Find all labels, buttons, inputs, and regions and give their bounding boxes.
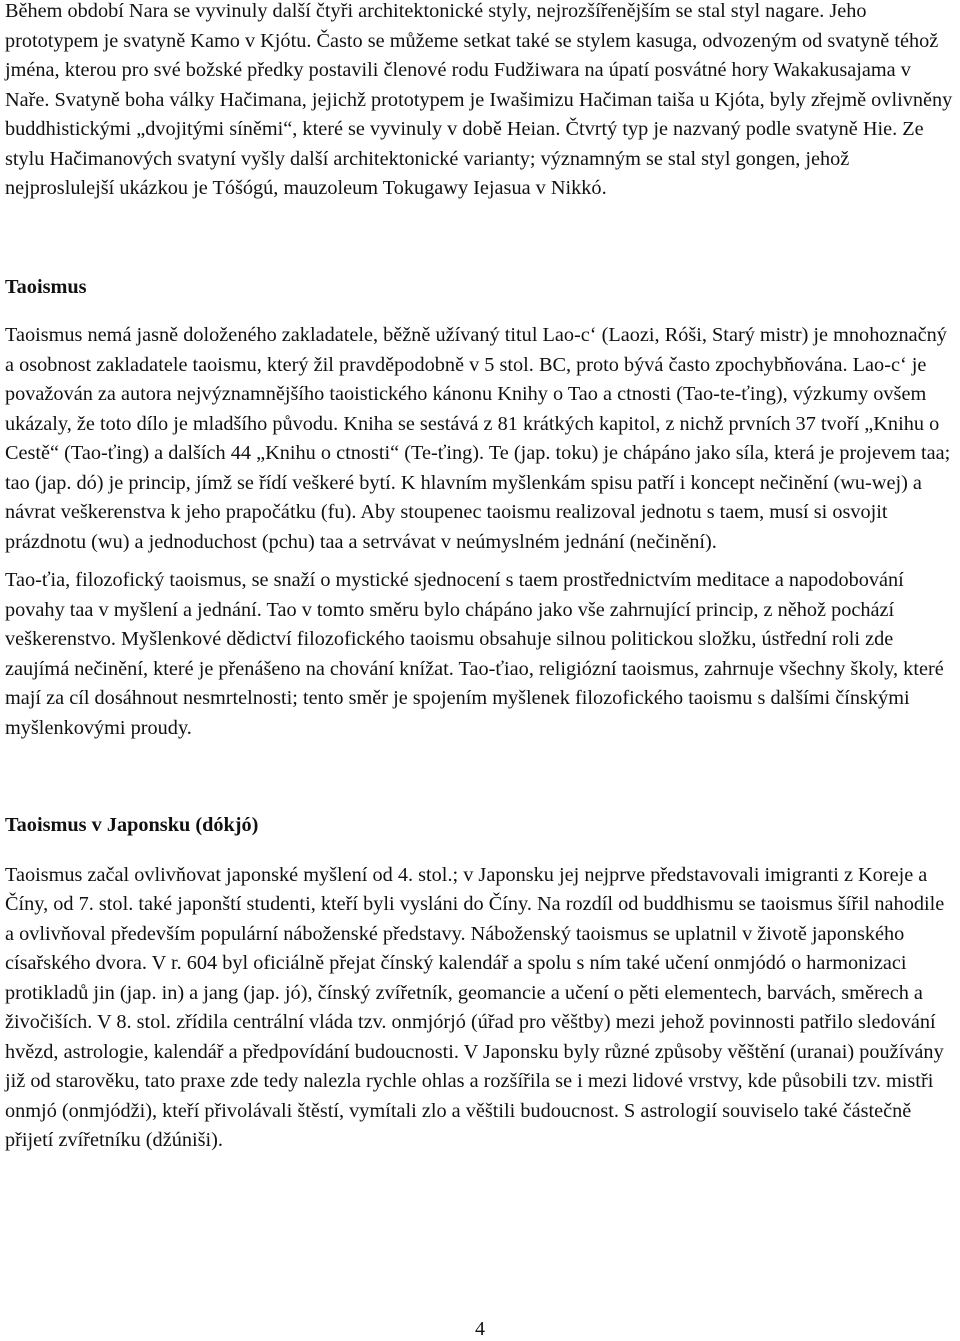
page-number: 4: [475, 1318, 485, 1340]
paragraph-intro: Během období Nara se vyvinuly další čtyři architektonické styly, nejrozšířenějším se stal styl nagare. Jeho prototypem je svatyně Kamo v Kjótu. Často se můžeme setkat také se stylem kasuga, odvozeným od svatyně téhož jména, kterou pro své božské předky postavili členové rodu Fudžiwara na úpatí posvátné hory Wakakusajama v Naře. Svatyně boha války Hačimana, jejichž prototypem je Iwašimizu Hačiman taiša u Kjóta, byly zřejmě ovlivněny buddhistickými „dvojitými síněmi“, které se vyvinuly v době Heian. Čtvrtý typ je nazvaný podle svatyně Hie. Ze stylu Hačimanových svatyní vyšly další architektonické varianty; významným se stal styl gongen, jehož nejproslulejší ukázkou je Tóšógú, mauzoleum Tokugawy Iejasua v Nikkó.: [5, 0, 953, 199]
paragraph-taoismus-1: Taoismus nemá jasně doloženého zakladatele, běžně užívaný titul Lao-c‘ (Laozi, Róši, Starý mistr) je mnohoznačný a osobnost zakladatele taoismu, který žil pravděpodobně v 5 stol. BC, proto bývá často zpochybňována. Lao-c‘ je považován za autora nejvýznamnějšího taoistického kánonu Knihy o Tao a ctnosti (Tao-te-ťing), výzkumy ovšem ukázaly, že toto dílo je mladšího původu. Kniha se sestává z 81 krátkých kapitol, z nichž prvních 37 tvoří „Knihu o Cestě“ (Tao-ťing) a dalších 44 „Knihu o ctnosti“ (Te-ťing). Te (jap. toku) je chápáno jako síla, která je projevem taa; tao (jap. dó) je princip, jímž se řídí veškeré bytí. K hlavním myšlenkám spisu patří i koncept nečinění (wu-wej) a návrat veškerenstva k jeho prapočátku (fu). Aby stoupenec taoismu realizoval jednotu s taem, musí si osvojit prázdnotu (wu) a jednoduchost (pchu) taa a setrvávat v neúmyslném jednání (nečinění).: [5, 324, 951, 553]
paragraph-japonsko: Taoismus začal ovlivňovat japonské myšlení od 4. stol.; v Japonsku jej nejprve představovali imigranti z Koreje a Číny, od 7. stol. také japonští studenti, kteří byli vysláni do Číny. Na rozdíl od buddhismu se taoismus šířil nahodile a ovlivňoval především populární náboženské představy. Náboženský taoismus se uplatnil v životě japonského císařského dvora. V r. 604 byl oficiálně přejat čínský kalendář a spolu s ním také učení onmjódó o harmonizaci protikladů jin (jap. in) a jang (jap. jó), čínský zvířetník, geomancie a učení o pěti elementech, barvách, směrech a živočiších. V 8. stol. zřídila centrální vláda tzv. onmjórjó (úřad pro věštby) mezi jehož povinnosti patřilo sledování hvězd, astrologie, kalendář a předpovídání budoucnosti. V Japonsku byly různé způsoby věštění (uranai) používány již od starověku, tato praxe zde tedy nalezla rychle ohlas a rozšířila se i mezi lidové vrstvy, kde působili tzv. mistři onmjó (onmjódži), kteří přivolávali štěstí, vymítali zlo a věštili budoucnost. S astrologií souviselo také částečně přijetí zvířetníku (džúniši).: [5, 863, 945, 1151]
section-heading-japonsko: Taoismus v Japonsku (dókjó): [5, 814, 259, 836]
section-heading-taoismus: Taoismus: [5, 275, 87, 298]
paragraph-taoismus-2: Tao-ťia, filozofický taoismus, se snaží o mystické sjednocení s taem prostřednictvím meditace a napodobování povahy taa v myšlení a jednání. Tao v tomto směru bylo chápáno jako vše zahrnující princip, z něhož pochází veškerenstvo. Myšlenkové dědictví filozofického taoismu obsahuje silnou politickou složku, ústřední roli zde zaujímá nečinění, které je přenášeno na chování knížat. Tao-ťiao, religiózní taoismus, zahrnuje všechny školy, které mají za cíl dosáhnout nesmrtelnosti; tento směr je spojením myšlenek filozofického taoismu s dalšími čínskými myšlenkovými proudy.: [5, 569, 944, 739]
